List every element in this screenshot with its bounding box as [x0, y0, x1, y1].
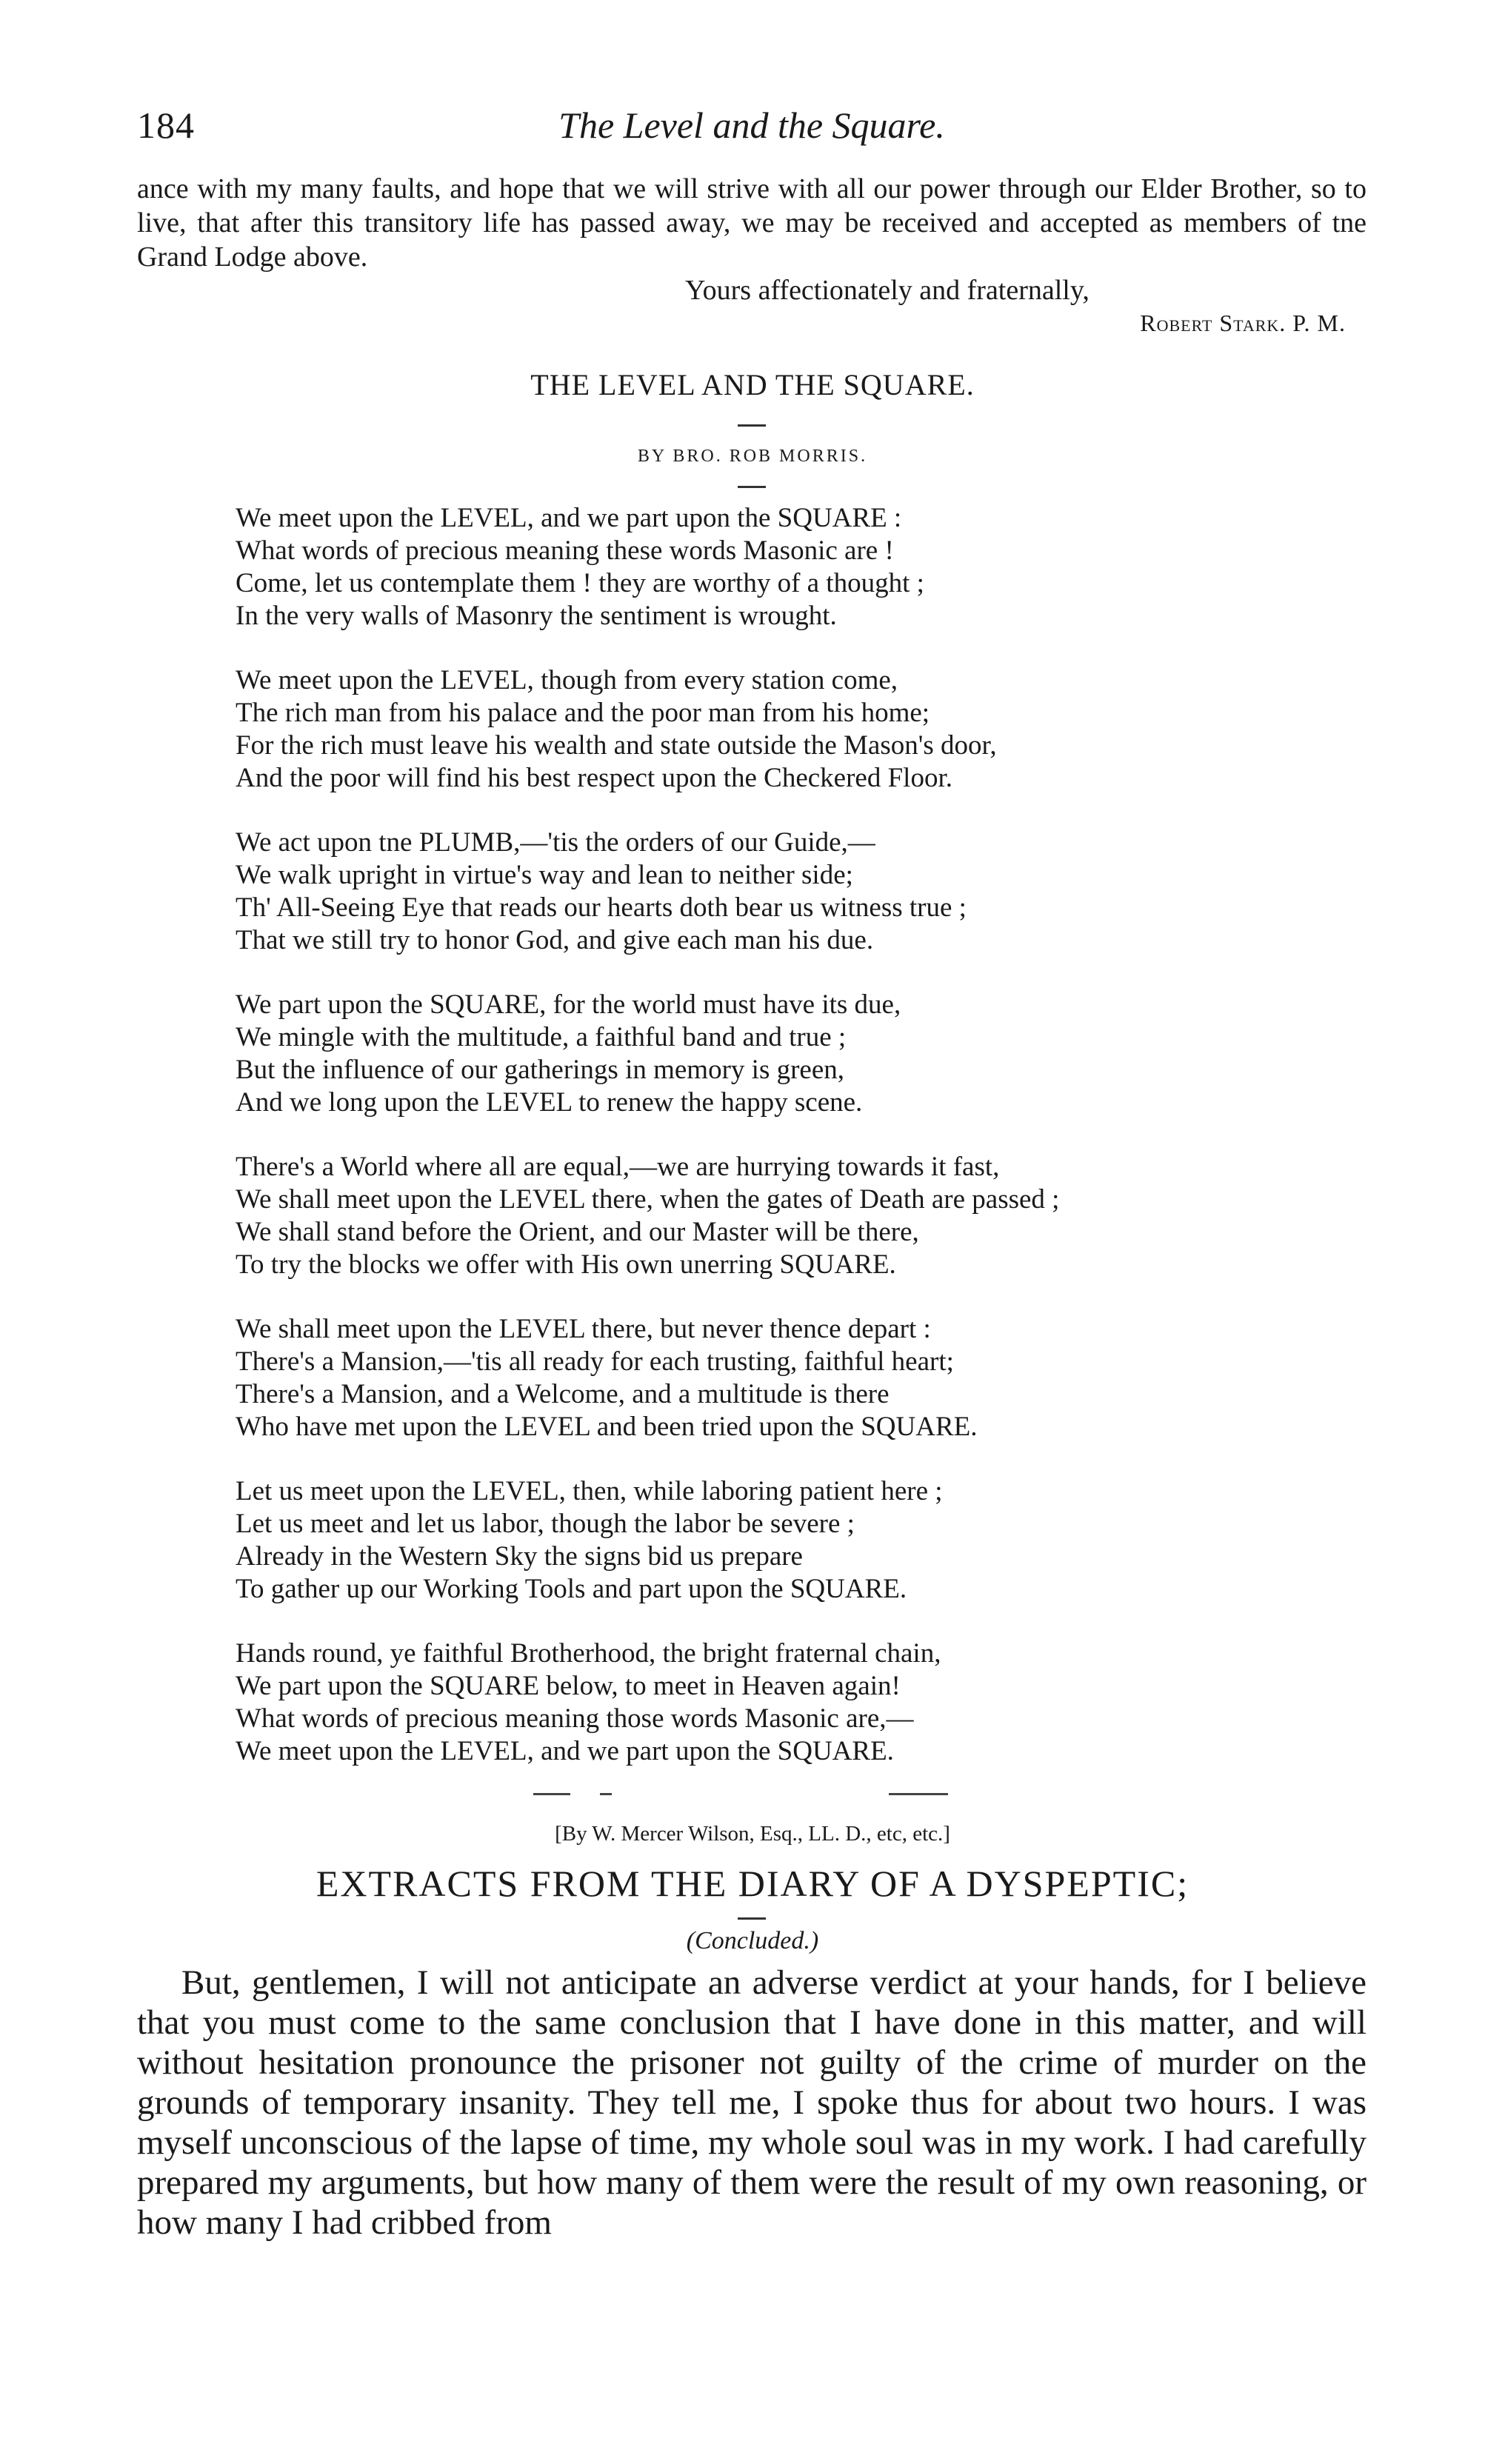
poem-line: We meet upon the LEVEL, and we part upon the SQUARE. [236, 1736, 894, 1766]
poem-stanza [236, 1313, 1391, 1443]
letter-signature: Robert Stark. P. M. [1140, 310, 1346, 336]
poem-line: We meet upon the LEVEL, and we part upon the SQUARE : [236, 503, 902, 533]
poem-line: Come, let us contemplate them ! they are worthy of a thought ; [236, 568, 924, 598]
poem-line: And the poor will find his best respect upon the Checkered Floor. [236, 763, 952, 793]
poem-line: Let us meet and let us labor, though the labor be severe ; [236, 1509, 855, 1539]
poem-line: We part upon the SQUARE below, to meet in Heaven again! [236, 1671, 901, 1701]
poem-body [236, 502, 1391, 1768]
poem-line: Th' All-Seeing Eye that reads our hearts doth bear us witness true ; [236, 892, 967, 923]
poem-line: What words of precious meaning these words Masonic are ! [236, 535, 894, 566]
poem-title: THE LEVEL AND THE SQUARE. [530, 368, 975, 401]
letter-closing-text: ance with my many faults, and hope that we will strive with all our power through our Elder Brother, so to live, that after this transitory life has passed away, we may be received and accepted as members of tne Grand Lodge above. [137, 173, 1366, 273]
poem-line: For the rich must leave his wealth and state outside the Mason's door, [236, 730, 997, 761]
article-body [137, 1963, 1366, 2243]
byline-rule [738, 486, 766, 488]
article-title: EXTRACTS FROM THE DIARY OF A DYSPEPTIC; [316, 1863, 1189, 1904]
poem-line: There's a Mansion, and a Welcome, and a multitude is there [236, 1379, 890, 1409]
poem-line: We mingle with the multitude, a faithful band and true ; [236, 1022, 847, 1052]
poem-line: We shall meet upon the LEVEL there, when the gates of Death are passed ; [236, 1184, 1060, 1215]
section-divider [600, 1793, 612, 1795]
poem-line: We part upon the SQUARE, for the world must have its due, [236, 989, 901, 1020]
poem-line: The rich man from his palace and the poor man from his home; [236, 698, 930, 728]
section-divider [889, 1793, 948, 1795]
poem-line: That we still try to honor God, and give each man his due. [236, 925, 874, 955]
title-rule [738, 424, 766, 427]
poem-line: We shall meet upon the LEVEL there, but never thence depart : [236, 1314, 931, 1344]
poem-line: Hands round, ye faithful Brotherhood, the bright fraternal chain, [236, 1638, 941, 1669]
poem-line: Already in the Western Sky the signs bid us prepare [236, 1541, 803, 1572]
poem-line: Let us meet upon the LEVEL, then, while laboring patient here ; [236, 1476, 943, 1506]
poem-stanza [236, 827, 1391, 957]
letter-closing [137, 172, 1366, 274]
page-number: 184 [137, 104, 195, 146]
poem-line: In the very walls of Masonry the sentiment is wrought. [236, 601, 837, 631]
poem-line: We act upon tne PLUMB,—'tis the orders of our Guide,— [236, 827, 875, 858]
poem-line: To gather up our Working Tools and part upon the SQUARE. [236, 1574, 907, 1604]
poem-line: We shall stand before the Orient, and our Master will be there, [236, 1217, 919, 1247]
poem-stanza [236, 989, 1391, 1119]
poem-line: Who have met upon the LEVEL and been tried upon the SQUARE. [236, 1412, 978, 1442]
poem-line: To try the blocks we offer with His own unerring SQUARE. [236, 1249, 896, 1280]
poem-line: There's a Mansion,—'tis all ready for each trusting, faithful heart; [236, 1346, 954, 1377]
article-subtitle: (Concluded.) [686, 1927, 819, 1954]
article-attribution: [By W. Mercer Wilson, Esq., LL. D., etc, etc.] [555, 1822, 950, 1846]
poem-stanza [236, 1151, 1391, 1281]
poem-line: We meet upon the LEVEL, though from every station come, [236, 665, 898, 695]
poem-stanza [236, 502, 1391, 632]
article-title-rule [738, 1917, 766, 1920]
letter-signoff: Yours affectionately and fraternally, [685, 275, 1089, 306]
poem-stanza [236, 1637, 1391, 1768]
article-paragraph: But, gentlemen, I will not anticipate an adverse verdict at your hands, for I believe that you must come to the same conclusion that I have done in this matter, and will without hesitation pronounce the prisoner not guilty of the crime of murder on the grounds of temporary insanity. They tell me, I spoke thus for about two hours. I was myself unconscious of the lapse of time, my whole soul was in my work. I had carefully prepared my arguments, but how many of them were the result of my own reasoning, or how many I had cribbed from [137, 1963, 1366, 2242]
poem-line: We walk upright in virtue's way and lean to neither side; [236, 860, 853, 890]
page-header [137, 104, 1366, 156]
poem-line: But the influence of our gatherings in memory is green, [236, 1055, 845, 1085]
poem-line: And we long upon the LEVEL to renew the happy scene. [236, 1087, 863, 1118]
section-divider [533, 1793, 570, 1795]
running-head: The Level and the Square. [558, 104, 945, 146]
poem-line: What words of precious meaning those words Masonic are,— [236, 1703, 914, 1734]
poem-line: There's a World where all are equal,—we are hurrying towards it fast, [236, 1152, 1000, 1182]
poem-byline: BY BRO. ROB MORRIS. [637, 447, 868, 466]
poem-stanza [236, 664, 1391, 795]
poem-stanza [236, 1475, 1391, 1606]
